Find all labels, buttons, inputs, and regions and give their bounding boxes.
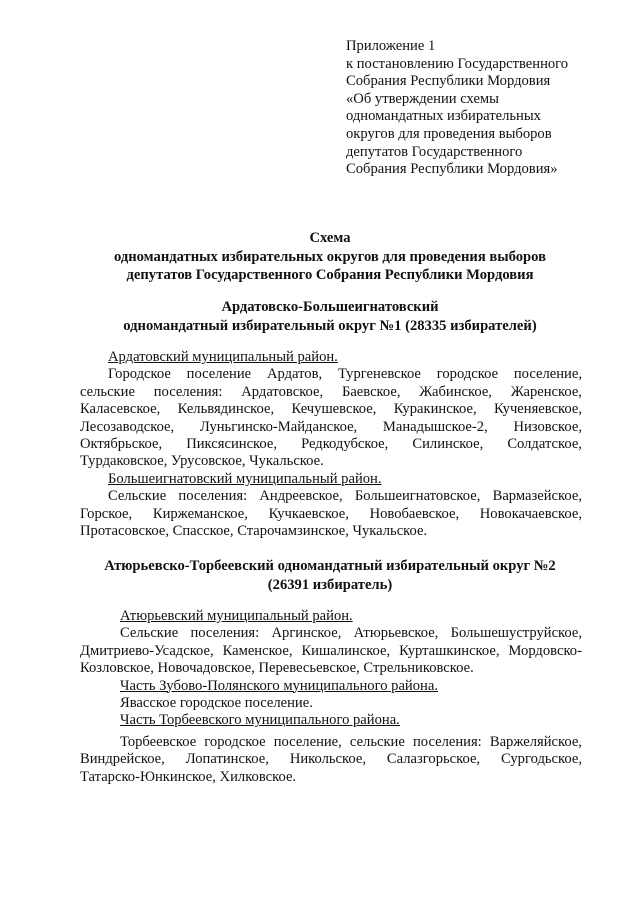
appendix-line: округов для проведения выборов bbox=[346, 125, 552, 142]
district-2-body bbox=[80, 608, 582, 786]
appendix-line: «Об утверждении схемы bbox=[346, 90, 499, 107]
text-line: Горское, Киржеманское, Кучкаевское, Новобаевское, Новокачаевское, bbox=[80, 505, 582, 522]
title-line: Схема bbox=[309, 230, 351, 246]
appendix-line: одномандатных избирательных bbox=[346, 108, 541, 125]
text-line: Виндрейское, Лопатинское, Никольское, Салазгорьское, Сургодьское, bbox=[80, 751, 582, 768]
text-line: Дмитриево-Усадское, Каменское, Кишалинское, Курташкинское, Мордовско- bbox=[80, 642, 582, 659]
district-heading-line: одномандатный избирательный округ №1 (28335 избирателей) bbox=[123, 317, 537, 334]
area-name: Большеигнатовский муниципальный район. bbox=[108, 470, 382, 487]
district-1-heading bbox=[60, 298, 600, 335]
document-title bbox=[60, 229, 600, 285]
text-line: Протасовское, Спасское, Старочамзинское, Чукальское. bbox=[80, 522, 428, 539]
district-heading-line: (26391 избиратель) bbox=[267, 576, 393, 593]
text-line: Явасское городское поселение. bbox=[120, 694, 313, 711]
area-name: Часть Торбеевского муниципального района. bbox=[120, 712, 400, 729]
text-line: Торбеевское городское поселение, сельские поселения: Варжеляйское, bbox=[120, 733, 582, 750]
text-line: Турдаковское, Урусовское, Чукальское. bbox=[80, 453, 324, 470]
district-1-body bbox=[80, 349, 582, 540]
text-line: Каласевское, Кельвядинское, Кечушевское, Куракинское, Кученяевское, bbox=[80, 401, 582, 418]
appendix-line: к постановлению Государственного bbox=[346, 55, 569, 72]
text-line: Лесозаводское, Луньгинско-Майданское, Манадышское-2, Низовское, bbox=[80, 418, 582, 435]
district-2-heading bbox=[60, 557, 600, 594]
district-heading-line: Атюрьевско-Торбеевский одномандатный избирательный округ №2 bbox=[104, 558, 556, 574]
title-line: одномандатных избирательных округов для проведения выборов bbox=[114, 248, 546, 265]
appendix-line: Собрания Республики Мордовия bbox=[346, 73, 551, 90]
text-line: Сельские поселения: Аргинское, Атюрьевское, Большешуструйское, bbox=[120, 625, 582, 642]
text-line: Татарско-Юнкинское, Хилковское. bbox=[80, 768, 297, 785]
appendix-line: депутатов Государственного bbox=[346, 143, 523, 160]
area-name: Часть Зубово-Полянского муниципального района. bbox=[120, 677, 438, 694]
text-line: Городское поселение Ардатов, Тургеневское городское поселение, bbox=[108, 366, 582, 383]
title-line: депутатов Государственного Собрания Республики Мордовия bbox=[126, 267, 534, 283]
appendix-line: Приложение 1 bbox=[346, 38, 436, 54]
text-line: сельские поселения: Ардатовское, Баевское, Жабинское, Жаренское, bbox=[80, 383, 582, 400]
text-line: Козловское, Новочадовское, Перевесьевское, Стрельниковское. bbox=[80, 660, 474, 677]
appendix-note bbox=[346, 38, 596, 179]
district-heading-line: Ардатовско-Большеигнатовский bbox=[221, 299, 439, 315]
area-name: Атюрьевский муниципальный район. bbox=[120, 608, 353, 624]
text-line: Сельские поселения: Андреевское, Большеигнатовское, Вармазейское, bbox=[108, 488, 582, 505]
area-name: Ардатовский муниципальный район. bbox=[108, 349, 338, 365]
text-line: Октябрьское, Пиксясинское, Редкодубское, Силинское, Солдатское, bbox=[80, 435, 582, 452]
appendix-line: Собрания Республики Мордовия» bbox=[346, 161, 558, 178]
